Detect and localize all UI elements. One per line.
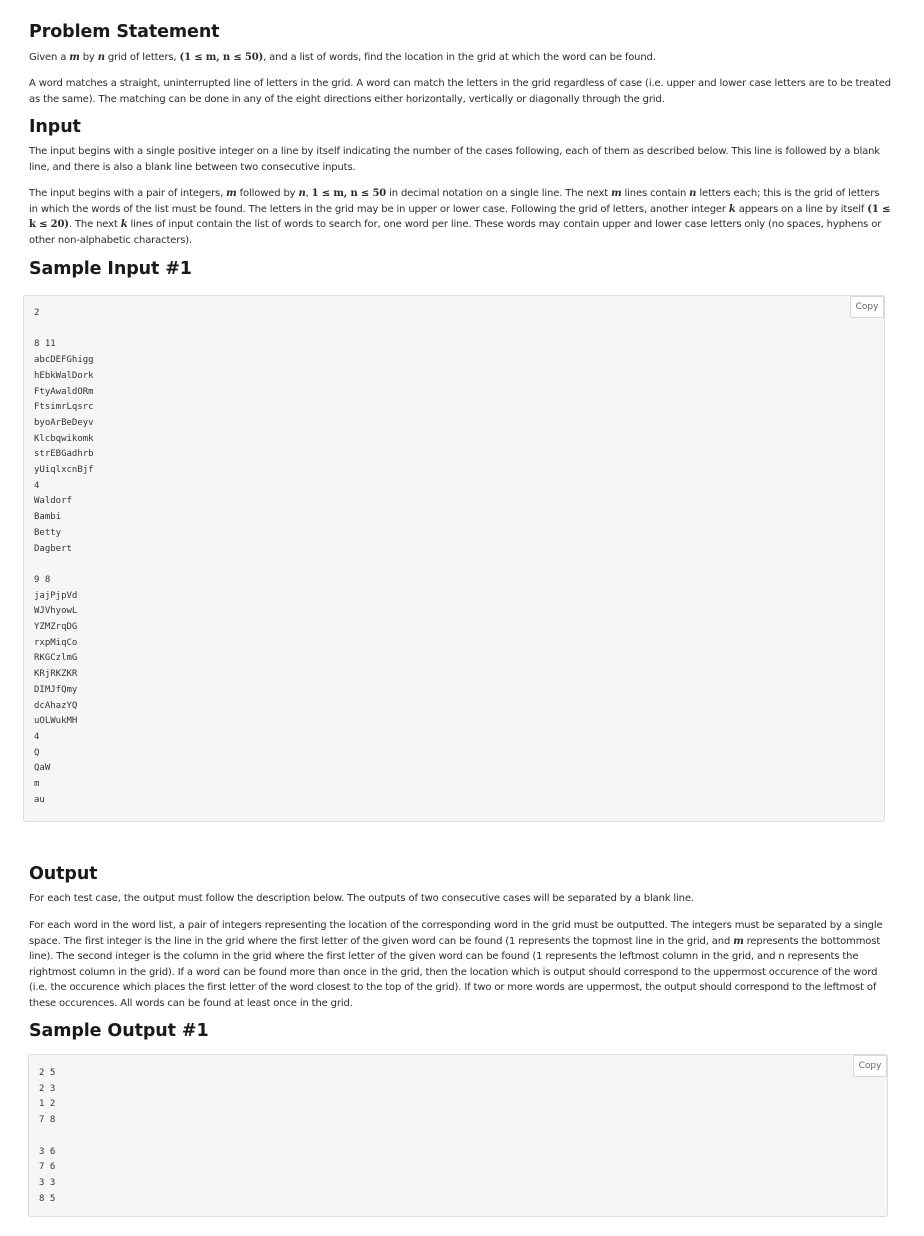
text: letters each; this is the grid of letters in which the words of the list must be found. The letters in the grid may be in upper or lower case. Following the grid of letters, another integer bbox=[29, 188, 880, 215]
text: lines contain bbox=[621, 188, 690, 199]
sample-output-heading: Sample Output #1 bbox=[29, 1021, 209, 1041]
text: The input begins with a pair of integers, bbox=[29, 188, 227, 199]
copy-output-button[interactable]: Copy bbox=[853, 1055, 887, 1077]
text: by bbox=[79, 52, 98, 63]
text: Given a bbox=[29, 52, 70, 63]
text: represents the bottommost line). The second integer is the column in the grid where the first letter of the given word can be found (1 represents the leftmost column in the grid, and n represents the rightmost column in the grid). If a word can be found more than once in the grid, then the location which is output should correspond to the uppermost occurence of the word (i.e. the occurence which places the first letter of the word closest to the top of the grid). If two or more words are uppermost, the output should correspond to the leftmost of these occurences. All words can be found at least once in the grid. bbox=[29, 935, 881, 1009]
output-heading: Output bbox=[29, 864, 98, 884]
sample-input-code: 2 8 11 abcDEFGhigg hEbkWalDork FtyAwaldORm FtsimrLqsrc byoArBeDeyv Klcbqwikomk strEBGadhrb yUiqlxcnBjf 4 Waldorf Bambi Betty Dagbert 9 8 jajPjpVd WJVhyowL YZMZrqDG rxpMiqCo RKGCzlmG KRjRKZKR DIMJfQmy dcAhazYQ uOLWukMH 4 Q QaW m au bbox=[34, 308, 94, 805]
text: lines of input contain the list of words to search for, one word per line. These words may contain upper and lower case letters only (no spaces, hyphens or other non-alphabetic characters). bbox=[29, 219, 882, 246]
text: followed by bbox=[236, 188, 299, 199]
constraint-math: 1 ≤ m, n ≤ 50 bbox=[311, 188, 387, 199]
text: in decimal notation on a single line. The next bbox=[386, 188, 612, 199]
var-m: m bbox=[226, 188, 237, 199]
problem-paragraph-1 bbox=[29, 50, 891, 66]
text: For each word in the word list, a pair of integers representing the location of the corresponding word in the grid must be outputted. The integers must be separated by a single space. The first integer is the line in the grid where the first letter of the given word can be found (1 represents the topmost line in the grid, and bbox=[29, 920, 883, 947]
constraint-math: (1 ≤ m, n ≤ 50) bbox=[179, 52, 264, 63]
sample-input-code-block bbox=[23, 295, 885, 822]
copy-input-button[interactable]: Copy bbox=[850, 296, 884, 318]
text: appears on a line by itself bbox=[735, 203, 868, 215]
var-n: n bbox=[689, 188, 697, 199]
var-m: m bbox=[611, 188, 622, 199]
problem-paragraph-2: A word matches a straight, uninterrupted line of letters in the grid. A word can match the letters in the grid regardless of case (i.e. upper and lower case letters are to be treated as the same). The matching can be done in any of the eight directions either horizontally, vertically or diagonally through the grid. bbox=[29, 78, 891, 105]
sample-input-heading: Sample Input #1 bbox=[29, 259, 192, 279]
constraint-math: (1 ≤ k ≤ 20) bbox=[29, 203, 891, 231]
text: . The next bbox=[68, 219, 121, 231]
output-paragraph-1: For each test case, the output must follow the description below. The outputs of two consecutive cases will be separated by a blank line. bbox=[29, 893, 694, 904]
var-m: m bbox=[69, 52, 80, 63]
problem-statement-heading: Problem Statement bbox=[29, 22, 220, 42]
input-heading: Input bbox=[29, 117, 81, 137]
sample-output-code: 2 5 2 3 1 2 7 8 3 6 7 6 3 3 8 5 bbox=[39, 1068, 56, 1204]
var-n: n bbox=[97, 52, 105, 63]
var-n: n bbox=[298, 188, 306, 199]
input-paragraph-1: The input begins with a single positive integer on a line by itself indicating the number of the cases following, each of them as described below. This line is followed by a blank line, and there is also a blank line between two consecutive inputs. bbox=[29, 146, 880, 173]
var-m: m bbox=[733, 935, 744, 947]
output-paragraph-2 bbox=[29, 918, 891, 1012]
var-k: k bbox=[120, 219, 128, 231]
input-paragraph-2 bbox=[29, 186, 891, 248]
var-k: k bbox=[728, 203, 736, 215]
text: , bbox=[305, 188, 312, 199]
sample-output-code-block bbox=[28, 1054, 888, 1217]
text: grid of letters, bbox=[104, 52, 180, 63]
text: , and a list of words, find the location in the grid at which the word can be found. bbox=[263, 52, 656, 63]
